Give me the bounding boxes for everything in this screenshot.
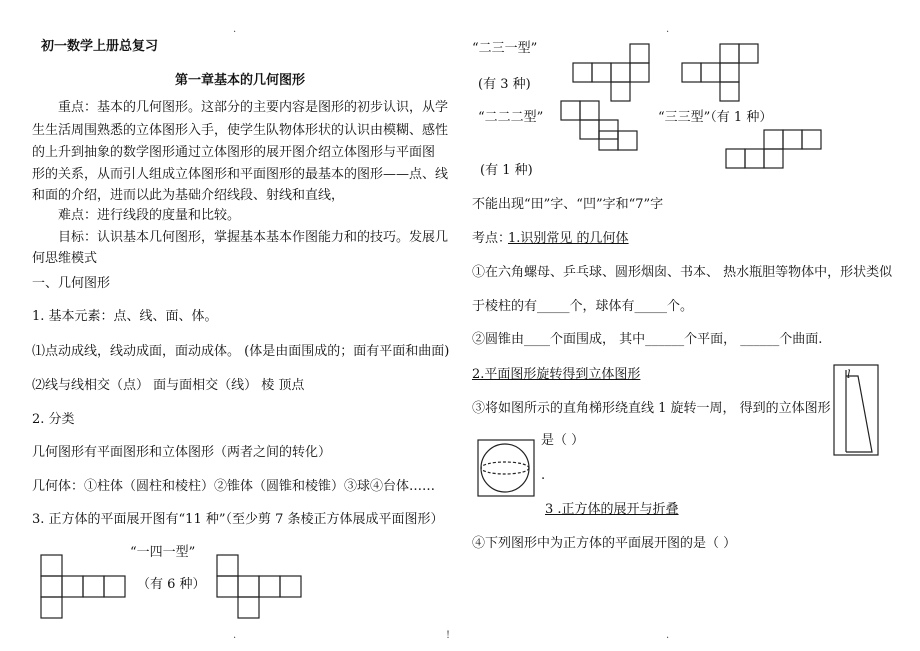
cube-net-33 <box>726 130 821 168</box>
list-item: ⑴点动成线，线动成面，面动成体。 (体是由面围成的；面有平面和曲面) <box>32 344 450 359</box>
cube-net-231-a <box>573 44 649 101</box>
cube-net-231-b <box>682 44 758 101</box>
kaodian-label: 考点： <box>472 231 512 246</box>
question-1: ①在六角螺母、乒乓球、圆形烟囱、书本、 热水瓶胆等物体中，形状类似 <box>472 265 893 280</box>
net-type-label: “二二二型” <box>478 110 544 125</box>
list-item: 1. 基本元素：点、线、面、体。 <box>32 309 218 324</box>
net-type-label: “三三型”（有 1 种） <box>658 110 773 125</box>
kaodian-1: 1.识别常见 的几何体 <box>508 231 629 246</box>
net-type-label: “一四一型” <box>130 545 196 560</box>
net-type-count: (有 1 种) <box>480 163 533 178</box>
cube-net-222-bottom <box>599 131 619 150</box>
paragraph-line: 难点：进行线段的度量和比较。 <box>58 208 241 223</box>
paragraph-line: 生生活周围熟悉的立体图形入手，使学生队物体形状的认识由模糊、感性 <box>32 123 449 138</box>
trapezoid-figure <box>834 365 878 455</box>
list-item: ⑵线与线相交（点） 面与面相交（线） 棱 顶点 <box>32 378 305 393</box>
list-item: 几何图形有平面图形和立体图形（两者之间的转化） <box>32 445 332 460</box>
paragraph-line: 重点：基本的几何图形。这部分的主要内容是图形的初步认识，从学 <box>58 100 449 115</box>
paragraph-line: 形的关系，从而引人组成立体图形和平面图形的最基本的图形——点、线 <box>32 167 449 182</box>
question-1: 于棱柱的有_____个，球体有_____个。 <box>472 299 694 314</box>
question-3: 是（ ） <box>541 433 585 448</box>
paragraph-line: 何思维模式 <box>32 251 98 266</box>
cube-net-141-a <box>41 555 125 618</box>
cube-net-222-pair <box>599 131 618 150</box>
page-mark: . <box>233 630 237 641</box>
chapter-title: 第一章基本的几何图形 <box>175 73 306 88</box>
net-type-count: (有 3 种) <box>478 77 531 92</box>
cube-net-141-b <box>217 555 301 618</box>
line-label: l <box>847 368 851 381</box>
kaodian-2: 2.平面图形旋转得到立体图形 <box>472 367 641 382</box>
doc-title: 初一数学上册总复习 <box>41 39 159 54</box>
paragraph-line: 的上升到抽象的数学图形通过立体图形的展开图介绍立体图形与平面图 <box>32 145 436 160</box>
cube-net-222 <box>561 101 618 150</box>
net-type-label: “二三一型” <box>472 41 538 56</box>
rule-text: 不能出现“田”字、“凹”字和“7”字 <box>472 197 664 212</box>
page-mark: ! <box>446 630 451 641</box>
question-2: ②圆锥由____个面围成， 其中______个平面， ______个曲面. <box>472 332 823 347</box>
list-item: 2. 分类 <box>32 412 75 427</box>
list-item: 3. 正方体的平面展开图有“11 种”（至少剪 7 条棱正方体展成平面图形） <box>32 512 444 527</box>
question-3-dot: . <box>541 468 546 483</box>
page-mark: . <box>666 24 670 35</box>
page-mark: . <box>233 24 237 35</box>
paragraph-line: 和面的介绍，进而以此为基础介绍线段、射线和直线， <box>32 188 345 203</box>
page-mark: . <box>666 630 670 641</box>
question-4: ④下列图形中为正方体的平面展开图的是（ ） <box>472 536 737 551</box>
cube-net-222-last <box>599 131 637 150</box>
net-type-count: （有 6 种） <box>137 577 206 592</box>
sphere-figure <box>478 440 534 496</box>
section-heading: 一、几何图形 <box>32 276 111 291</box>
paragraph-line: 目标：认识基本几何图形，掌握基本基本作图能力和的技巧。发展几 <box>58 230 449 245</box>
question-3: ③将如图所示的直角梯形绕直线 1 旋转一周， 得到的立体图形 <box>472 401 831 416</box>
kaodian-3: 3 .正方体的展开与折叠 <box>545 502 679 517</box>
list-item: 几何体：①柱体（圆柱和棱柱）②锥体（圆锥和棱锥）③球④台体…… <box>32 479 436 494</box>
